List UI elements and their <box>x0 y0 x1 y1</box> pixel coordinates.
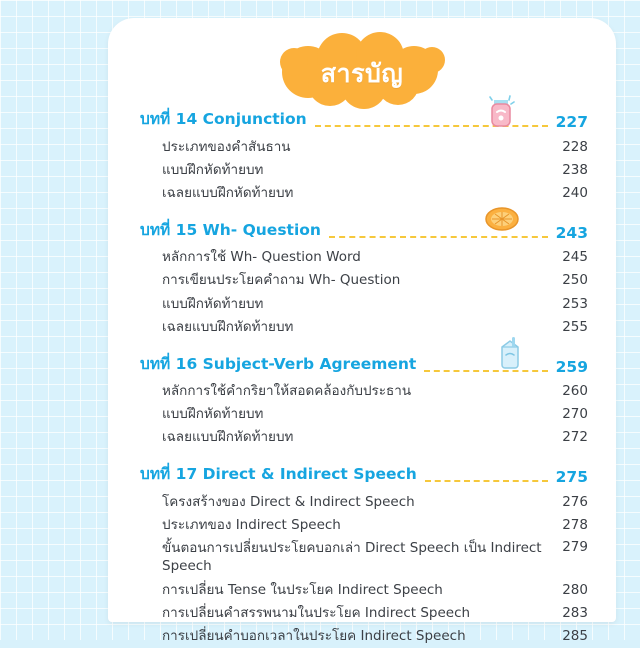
chapter-page-number: 259 <box>555 357 588 376</box>
entry-title: ขั้นตอนการเปลี่ยนประโยคบอกเล่า Direct Speech เป็น Indirect Speech <box>162 540 542 575</box>
entry-title: แบบฝึกหัดท้ายบท <box>162 295 264 312</box>
entry-title: โครงสร้างของ Direct & Indirect Speech <box>162 493 415 510</box>
chapter-block <box>140 461 588 648</box>
entry-page: 283 <box>562 604 588 621</box>
chapter-title: บทที่ 17 Direct & Indirect Speech <box>140 465 417 484</box>
toc-entry[interactable] <box>140 135 588 158</box>
entry-title: เฉลยแบบฝึกหัดท้ายบท <box>162 184 294 201</box>
table-of-contents <box>108 106 616 648</box>
entry-page: 240 <box>562 184 588 201</box>
toc-title-block <box>108 18 616 102</box>
dotted-leader <box>329 235 548 238</box>
entry-page: 245 <box>562 249 588 266</box>
entry-title: หลักการใช้ Wh- Question Word <box>162 249 361 266</box>
toc-entry[interactable] <box>140 315 588 338</box>
dotted-leader <box>424 369 548 372</box>
chapter-page-number: 243 <box>555 223 588 242</box>
entry-page: 270 <box>562 406 588 423</box>
page-title: สารบัญ <box>320 59 404 88</box>
toc-entry[interactable] <box>140 246 588 269</box>
chapter-title: บทที่ 15 Wh- Question <box>140 220 321 239</box>
entry-title: แบบฝึกหัดท้ายบท <box>162 406 264 423</box>
entry-title: การเขียนประโยคคำถาม Wh- Question <box>162 272 401 289</box>
chapter-heading[interactable] <box>140 461 588 490</box>
entry-page: 285 <box>562 628 588 644</box>
toc-entry[interactable] <box>140 601 588 624</box>
entry-title: การเปลี่ยนคำสรรพนามในประโยค Indirect Speech <box>162 604 471 621</box>
entry-page: 280 <box>562 581 588 598</box>
entry-page: 278 <box>562 516 588 533</box>
chapter-block <box>140 217 588 339</box>
toc-entry[interactable] <box>140 292 588 315</box>
entry-title: หลักการใช้คำกริยาให้สอดคล้องกับประธาน <box>162 383 412 400</box>
toc-entry[interactable] <box>140 490 588 513</box>
dotted-leader <box>315 124 548 127</box>
toc-sheet <box>108 18 616 644</box>
toc-entry[interactable] <box>140 578 588 601</box>
entry-page: 255 <box>562 318 588 335</box>
toc-entry[interactable] <box>140 426 588 449</box>
entry-page: 250 <box>562 272 588 289</box>
entry-page: 276 <box>562 493 588 510</box>
entry-page: 279 <box>562 539 588 556</box>
toc-entry[interactable] <box>140 403 588 426</box>
chapter-title: บทที่ 14 Conjunction <box>140 110 307 128</box>
chapter-page-number: 227 <box>555 113 588 131</box>
chapter-block <box>140 351 588 450</box>
chapter-heading[interactable] <box>140 217 588 246</box>
toc-entry[interactable] <box>140 537 588 578</box>
chapter-block <box>140 106 588 205</box>
entry-page: 238 <box>562 161 588 178</box>
entry-page: 253 <box>562 295 588 312</box>
toc-entry[interactable] <box>140 625 588 648</box>
entry-title: การเปลี่ยนคำบอกเวลาในประโยค Indirect Speech <box>162 628 466 644</box>
entry-title: แบบฝึกหัดท้ายบท <box>162 161 264 178</box>
entry-page: 228 <box>562 138 588 155</box>
chapter-heading[interactable] <box>140 106 588 135</box>
chapter-page-number: 275 <box>555 468 588 487</box>
toc-entry[interactable] <box>140 513 588 536</box>
toc-entry[interactable] <box>140 181 588 204</box>
dotted-leader <box>425 479 548 482</box>
entry-title: เฉลยแบบฝึกหัดท้ายบท <box>162 318 294 335</box>
entry-title: ประเภทของคำสันธาน <box>162 138 291 155</box>
entry-page: 272 <box>562 429 588 446</box>
entry-title: ประเภทของ Indirect Speech <box>162 516 341 533</box>
entry-page: 260 <box>562 383 588 400</box>
toc-entry[interactable] <box>140 269 588 292</box>
toc-entry[interactable] <box>140 380 588 403</box>
toc-entry[interactable] <box>140 158 588 181</box>
entry-title: การเปลี่ยน Tense ในประโยค Indirect Speech <box>162 581 443 598</box>
chapter-title: บทที่ 16 Subject-Verb Agreement <box>140 354 417 373</box>
chapter-heading[interactable] <box>140 351 588 380</box>
entry-title: เฉลยแบบฝึกหัดท้ายบท <box>162 429 294 446</box>
